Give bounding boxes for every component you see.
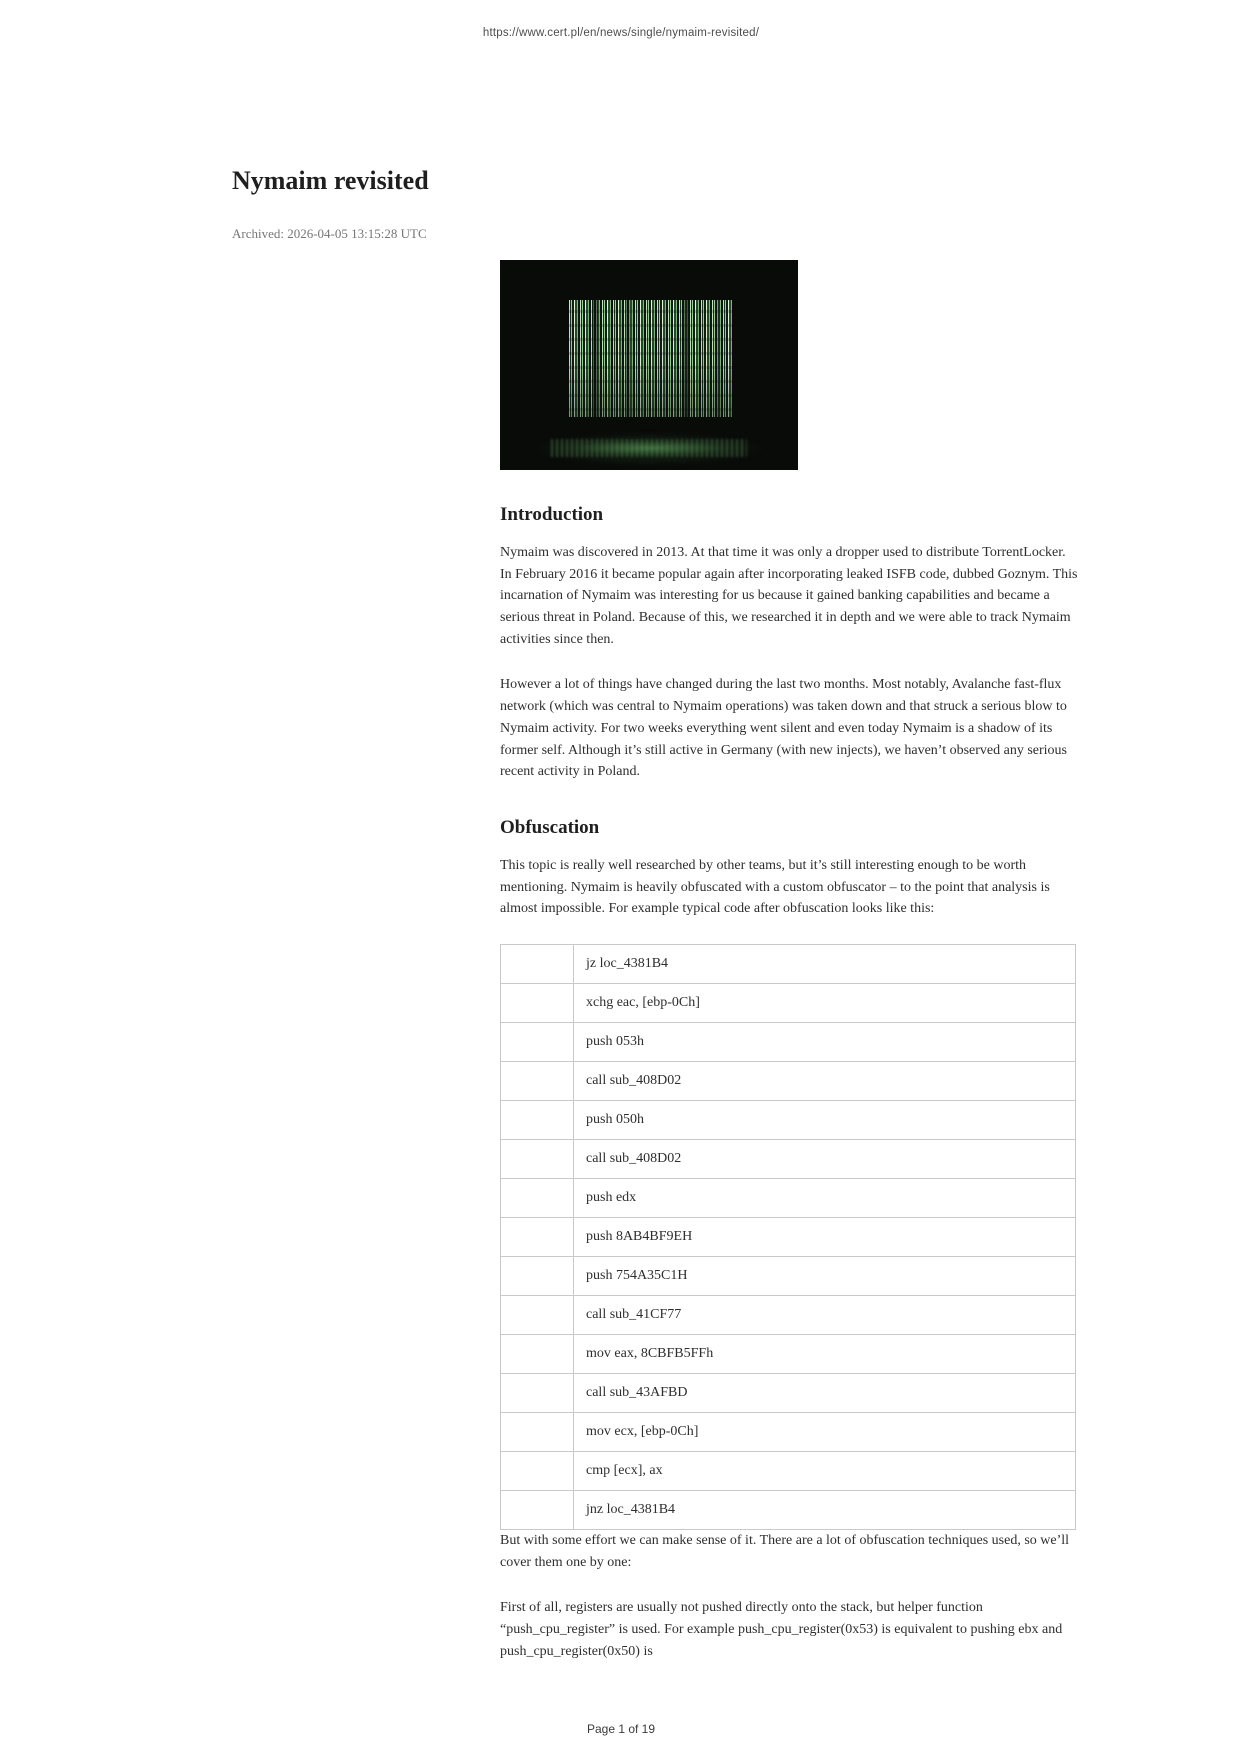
print-header-url: https://www.cert.pl/en/news/single/nymaim-revisited/ xyxy=(482,27,760,39)
code-row-instruction: push edx xyxy=(574,1178,1076,1217)
code-row-gutter xyxy=(501,1451,574,1490)
code-row xyxy=(501,1295,1076,1334)
code-row xyxy=(501,983,1076,1022)
code-row xyxy=(501,1022,1076,1061)
code-row-gutter xyxy=(501,1100,574,1139)
code-row-gutter xyxy=(501,1490,574,1529)
code-row-instruction: cmp [ecx], ax xyxy=(574,1451,1076,1490)
page-title: Nymaim revisited xyxy=(232,166,429,195)
code-row-instruction: call sub_41CF77 xyxy=(574,1295,1076,1334)
code-row-instruction: push 053h xyxy=(574,1022,1076,1061)
code-row-gutter xyxy=(501,944,574,983)
code-row xyxy=(501,1061,1076,1100)
obfuscation-paragraph-1: This topic is really well researched by other teams, but it’s still interesting enough to be worth mentioning. Nymaim is heavily obfuscated with a custom obfuscator – to the point that analysis is almost impossible. For example typical code after obfuscation looks like this: xyxy=(500,857,1050,917)
code-row xyxy=(501,1412,1076,1451)
article-body xyxy=(500,260,1078,1662)
code-row xyxy=(501,944,1076,983)
code-row xyxy=(501,1451,1076,1490)
code-row xyxy=(501,1334,1076,1373)
code-row xyxy=(501,1178,1076,1217)
code-row-instruction: mov ecx, [ebp-0Ch] xyxy=(574,1412,1076,1451)
matrix-reflection xyxy=(551,439,748,458)
code-row-instruction: call sub_408D02 xyxy=(574,1061,1076,1100)
code-row-instruction: call sub_43AFBD xyxy=(574,1373,1076,1412)
code-row-gutter xyxy=(501,1373,574,1412)
code-row-instruction: push 050h xyxy=(574,1100,1076,1139)
code-row-gutter xyxy=(501,1412,574,1451)
intro-paragraph-2: However a lot of things have changed during the last two months. Most notably, Avalanche fast-flux network (which was central to Nymaim operations) was taken down and that struck a serious blow to Nymaim activity. For two weeks everything went silent and even today Nymaim is a shadow of its former self. Although it’s still active in Germany (with new injects), we haven’t observed any serious recent activity in Poland. xyxy=(500,677,1067,780)
intro-paragraph-1: Nymaim was discovered in 2013. At that time it was only a dropper used to distribute TorrentLocker. In February 2016 it became popular again after incorporating leaked ISFB code, dubbed Goznym. This incarnation of Nymaim was interesting for us because it gained banking capabilities and became a serious threat in Poland. Because of this, we researched it in depth and we were able to track Nymaim activities since then. xyxy=(500,545,1078,647)
archived-timestamp: Archived: 2026-04-05 13:15:28 UTC xyxy=(232,226,427,241)
code-row xyxy=(501,1490,1076,1529)
code-row xyxy=(501,1256,1076,1295)
code-row-instruction: mov eax, 8CBFB5FFh xyxy=(574,1334,1076,1373)
code-row-gutter xyxy=(501,1139,574,1178)
print-footer-page-number: Page 1 of 19 xyxy=(586,1722,656,1736)
obfuscated-code-table xyxy=(500,944,1076,1530)
code-row-gutter xyxy=(501,1217,574,1256)
code-row-instruction: call sub_408D02 xyxy=(574,1139,1076,1178)
heading-introduction: Introduction xyxy=(500,504,604,525)
code-row-instruction: xchg eac, [ebp-0Ch] xyxy=(574,983,1076,1022)
hero-matrix-image xyxy=(500,260,798,470)
code-row-instruction: push 8AB4BF9EH xyxy=(574,1217,1076,1256)
code-row xyxy=(501,1100,1076,1139)
code-row-gutter xyxy=(501,1256,574,1295)
code-row-gutter xyxy=(501,983,574,1022)
code-row-gutter xyxy=(501,1022,574,1061)
obfuscation-paragraph-3: First of all, registers are usually not pushed directly onto the stack, but helper function “push_cpu_register” is used. For example push_cpu_register(0x53) is equivalent to pushing ebx and push_cpu_register(0x50) is xyxy=(500,1600,1063,1659)
code-row-instruction: jz loc_4381B4 xyxy=(574,944,1076,983)
code-row-instruction: push 754A35C1H xyxy=(574,1256,1076,1295)
code-row xyxy=(501,1373,1076,1412)
code-row-gutter xyxy=(501,1178,574,1217)
obfuscation-paragraph-2: But with some effort we can make sense of it. There are a lot of obfuscation techniques used, so we’ll cover them one by one: xyxy=(500,1532,1070,1570)
title-block xyxy=(232,166,1242,1662)
heading-obfuscation: Obfuscation xyxy=(500,816,600,838)
code-row-gutter xyxy=(501,1334,574,1373)
code-row-instruction: jnz loc_4381B4 xyxy=(574,1490,1076,1529)
matrix-code-screen xyxy=(569,300,733,418)
code-row xyxy=(501,1217,1076,1256)
code-row xyxy=(501,1139,1076,1178)
code-row-gutter xyxy=(501,1295,574,1334)
code-row-gutter xyxy=(501,1061,574,1100)
